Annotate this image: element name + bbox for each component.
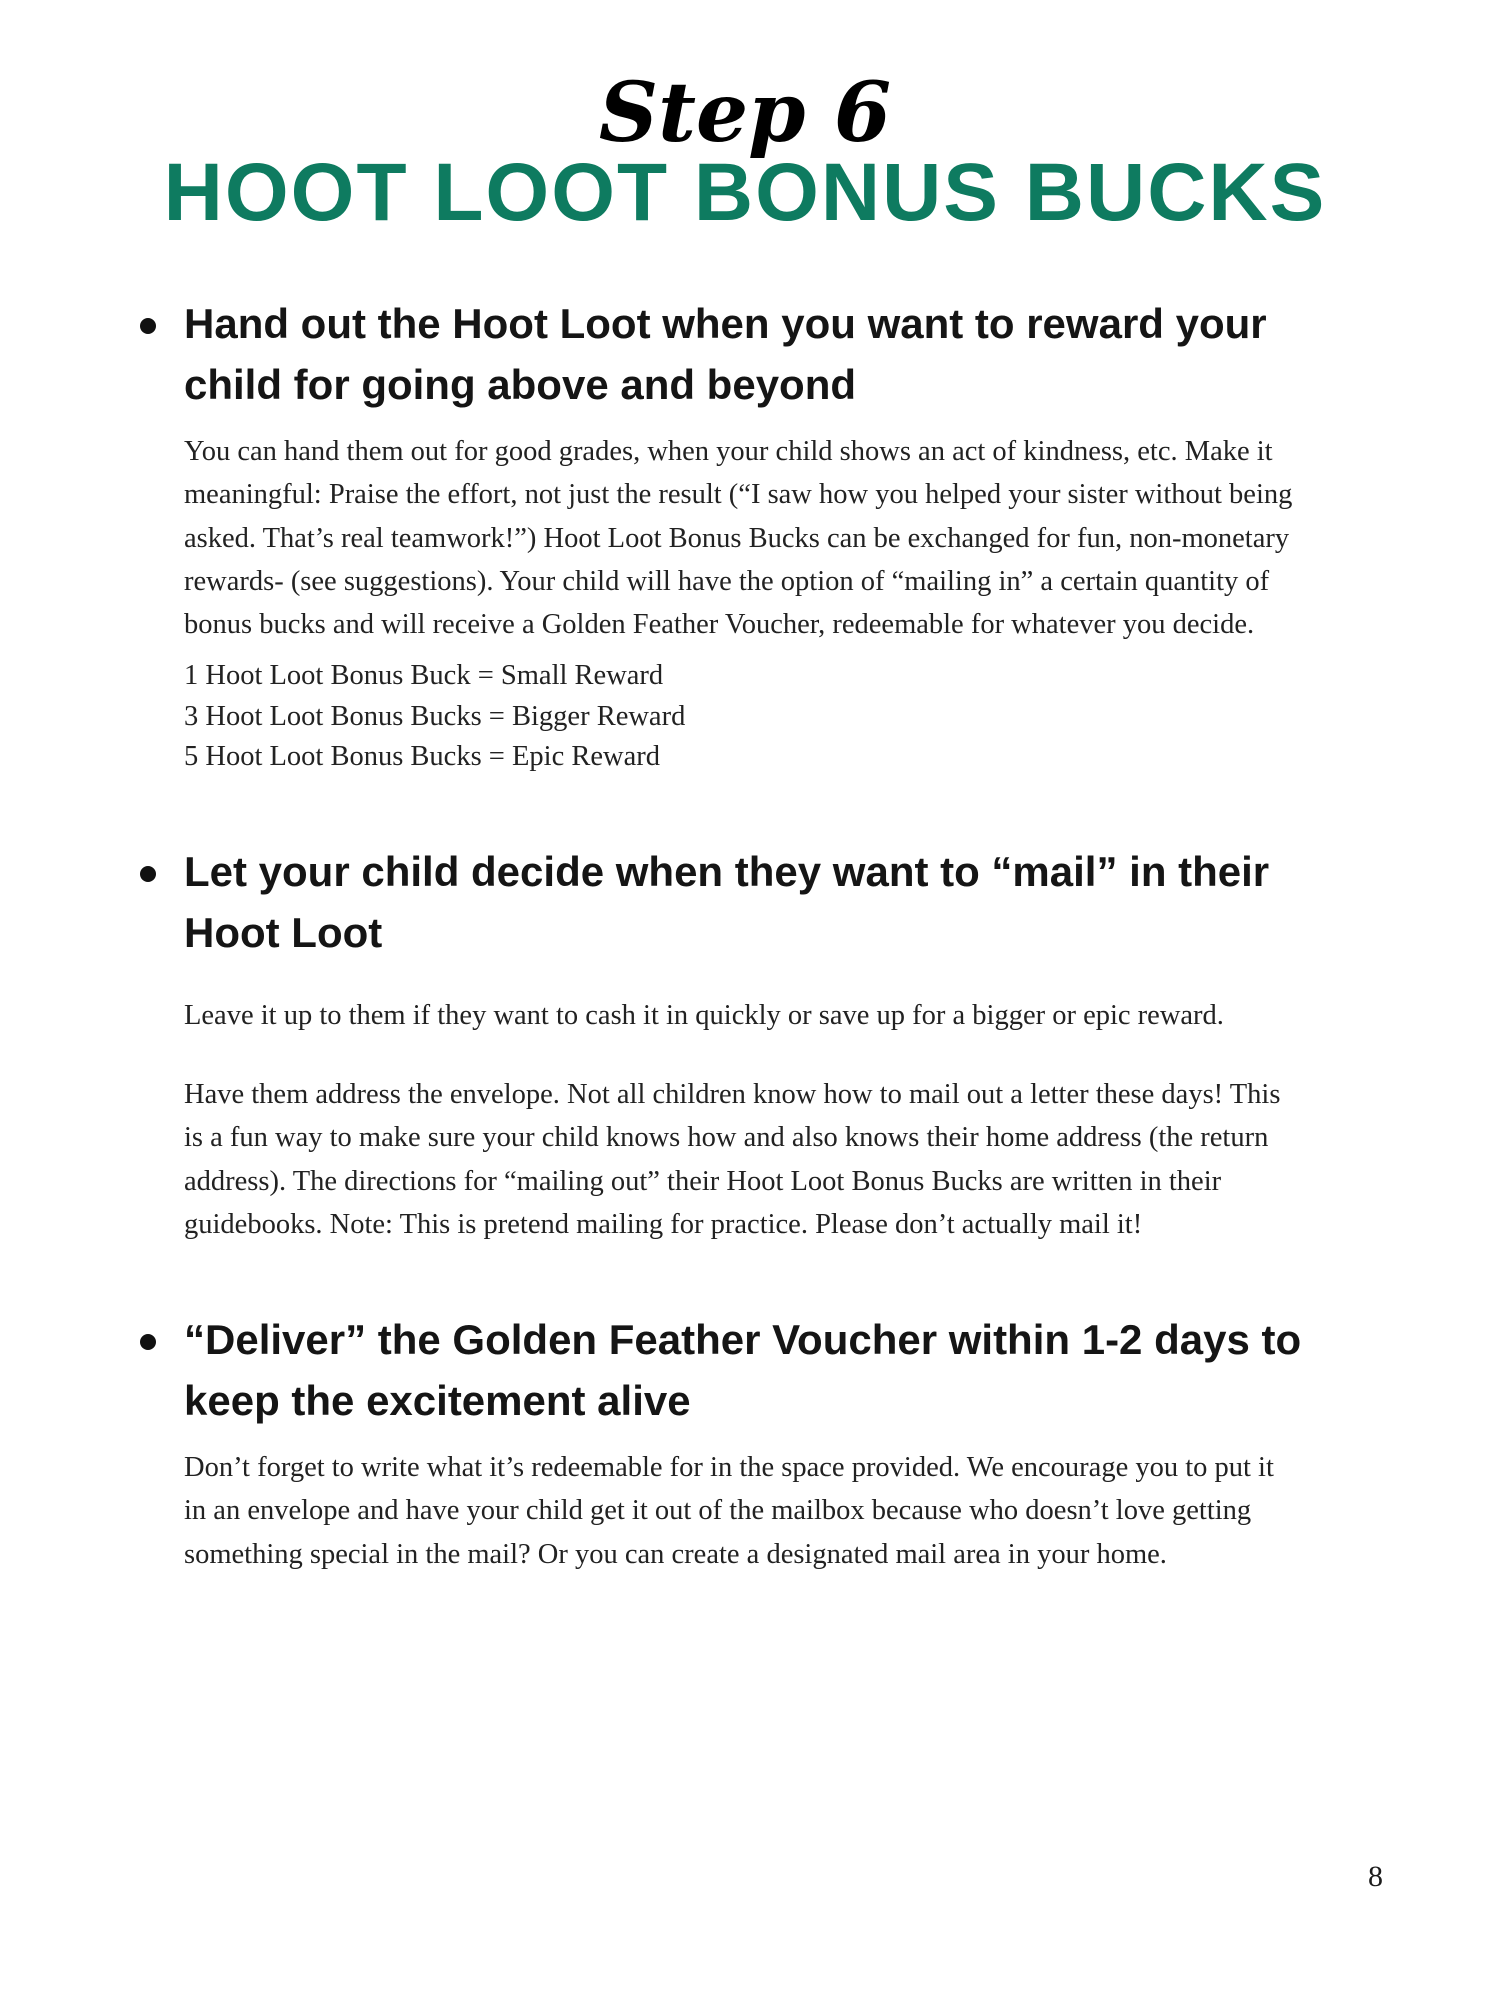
document-page xyxy=(0,65,1500,2013)
section-deliver-voucher xyxy=(140,1310,1350,1576)
paragraph: Have them address the envelope. Not all children know how to mail out a letter these days! This is a fun way to make sure your child knows how and also knows their home address (the return address). The directions for “mailing out” their Hoot Loot Bonus Bucks are written in their guidebooks. Note: This is pretend mailing for practice. Please don’t actually mail it! xyxy=(184,1078,1281,1240)
paragraph: You can hand them out for good grades, when your child shows an act of kindness, etc. Make it meaningful: Praise the effort, not just the result (“I saw how you helped your sister without being asked. That’s real teamwork!”) Hoot Loot Bonus Bucks can be exchanged for fun, non-monetary rewards- (see suggestions). Your child will have the option of “mailing in” a certain quantity of bonus bucks and will receive a Golden Feather Voucher, redeemable for whatever you decide. xyxy=(184,435,1293,641)
section-heading-row xyxy=(140,294,1350,416)
section-heading: Let your child decide when they want to “mail” in their Hoot Loot xyxy=(184,847,1270,956)
section-heading: “Deliver” the Golden Feather Voucher within 1-2 days to keep the excitement alive xyxy=(184,1316,1302,1425)
section-heading: Hand out the Hoot Loot when you want to reward your child for going above and beyond xyxy=(184,300,1267,408)
section-hand-out-hoot-loot xyxy=(140,294,1350,778)
reward-line: 1 Hoot Loot Bonus Buck = Small Reward xyxy=(184,660,664,692)
bullet-icon xyxy=(140,1334,156,1350)
paragraph: Don’t forget to write what it’s redeemable for in the space provided. We encourage you to put it in an envelope and have your child get it out of the mailbox because who doesn’t love getting something special in the mail? Or you can create a designated mail area in your home. xyxy=(184,1451,1274,1570)
page-header xyxy=(145,65,1345,238)
page-number: 8 xyxy=(1368,1860,1383,1893)
section-body xyxy=(184,1446,1299,1576)
page-title: HOOT LOOT BONUS BUCKS xyxy=(163,147,1327,238)
section-body xyxy=(184,430,1299,647)
section-let-child-decide xyxy=(140,842,1350,1246)
section-heading-row xyxy=(140,842,1350,964)
bullet-icon xyxy=(140,866,156,882)
step-label: Step 6 xyxy=(598,65,892,161)
paragraph: Leave it up to them if they want to cash it in quickly or save up for a bigger or epic reward. xyxy=(184,999,1224,1031)
section-body xyxy=(184,994,1299,1247)
page-content xyxy=(140,294,1350,1576)
reward-line: 5 Hoot Loot Bonus Bucks = Epic Reward xyxy=(184,741,660,773)
reward-list xyxy=(184,656,1350,777)
bullet-icon xyxy=(140,318,156,334)
section-heading-row xyxy=(140,1310,1350,1432)
reward-line: 3 Hoot Loot Bonus Bucks = Bigger Reward xyxy=(184,700,686,732)
